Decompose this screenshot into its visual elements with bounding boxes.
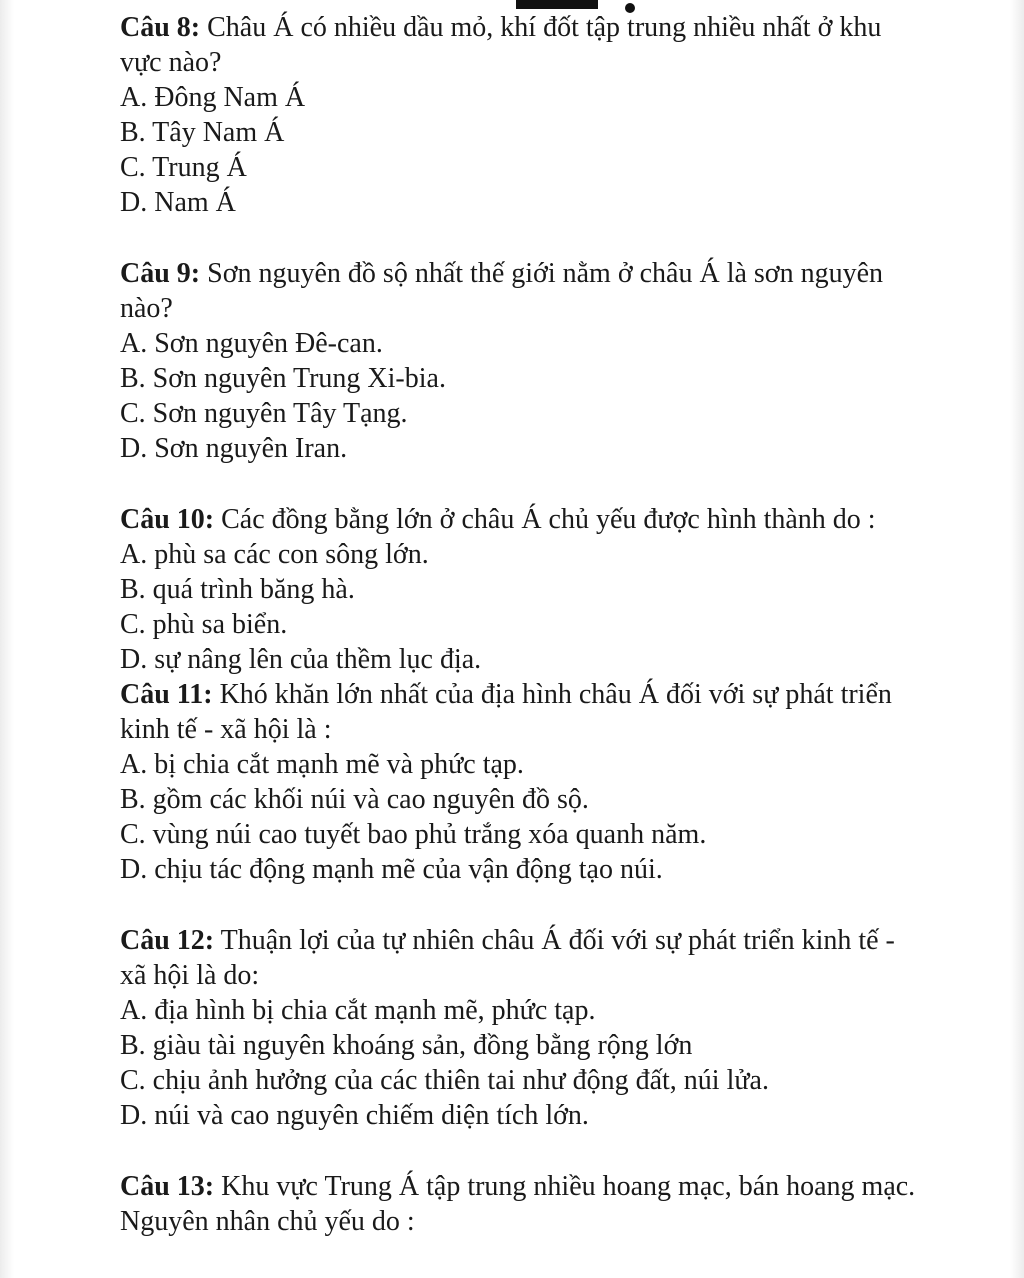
page-edge-right — [1010, 0, 1024, 1278]
question-11-text: Khó khăn lớn nhất của địa hình châu Á đối với sự phát triển kinh tế - xã hội là : — [120, 679, 892, 745]
question-12-options — [120, 993, 920, 1133]
spacer — [120, 887, 920, 923]
question-9 — [120, 256, 920, 466]
question-10-option-d: D. sự nâng lên của thềm lục địa. — [120, 644, 482, 675]
question-13-label: Câu 13: — [120, 1171, 215, 1202]
question-13-prompt — [120, 1169, 920, 1239]
question-8-label: Câu 8: — [120, 12, 201, 43]
question-10 — [120, 502, 920, 677]
question-8-option-d: D. Nam Á — [120, 187, 236, 218]
question-12-option-c: C. chịu ảnh hưởng của các thiên tai như động đất, núi lửa. — [120, 1065, 769, 1096]
question-10-option-a: A. phù sa các con sông lớn. — [120, 539, 429, 570]
question-10-options — [120, 537, 920, 677]
question-12 — [120, 923, 920, 1133]
question-9-prompt — [120, 256, 920, 326]
question-8-option-c: C. Trung Á — [120, 152, 247, 183]
question-9-option-b: B. Sơn nguyên Trung Xi-bia. — [120, 363, 446, 394]
question-9-text: Sơn nguyên đồ sộ nhất thế giới nằm ở châu Á là sơn nguyên nào? — [120, 258, 884, 324]
question-8 — [120, 10, 920, 220]
question-10-prompt — [120, 502, 920, 537]
question-10-option-c: C. phù sa biển. — [120, 609, 288, 640]
question-11-option-c: C. vùng núi cao tuyết bao phủ trắng xóa quanh năm. — [120, 819, 707, 850]
question-11 — [120, 677, 920, 887]
question-9-option-a: A. Sơn nguyên Đê-can. — [120, 328, 383, 359]
question-12-option-a: A. địa hình bị chia cắt mạnh mẽ, phức tạp. — [120, 995, 596, 1026]
question-9-options — [120, 326, 920, 466]
spacer — [120, 1133, 920, 1169]
spacer — [120, 220, 920, 256]
question-12-prompt — [120, 923, 920, 993]
question-11-option-a: A. bị chia cắt mạnh mẽ và phức tạp. — [120, 749, 524, 780]
question-11-option-b: B. gồm các khối núi và cao nguyên đồ sộ. — [120, 784, 589, 815]
question-11-option-d: D. chịu tác động mạnh mẽ của vận động tạo núi. — [120, 854, 663, 885]
question-12-option-b: B. giàu tài nguyên khoáng sản, đồng bằng rộng lớn — [120, 1030, 693, 1061]
question-11-label: Câu 11: — [120, 679, 213, 710]
question-12-label: Câu 12: — [120, 925, 215, 956]
question-9-option-d: D. Sơn nguyên Iran. — [120, 433, 348, 464]
question-9-label: Câu 9: — [120, 258, 201, 289]
question-10-text: Các đồng bằng lớn ở châu Á chủ yếu được hình thành do : — [214, 504, 876, 535]
question-8-prompt — [120, 10, 920, 80]
question-11-options — [120, 747, 920, 887]
question-12-text: Thuận lợi của tự nhiên châu Á đối với sự phát triển kinh tế - xã hội là do: — [120, 925, 895, 991]
question-13-text: Khu vực Trung Á tập trung nhiều hoang mạc, bán hoang mạc. Nguyên nhân chủ yếu do : — [120, 1171, 916, 1237]
question-11-prompt — [120, 677, 920, 747]
top-redaction-bar — [516, 0, 598, 9]
question-8-option-b: B. Tây Nam Á — [120, 117, 285, 148]
question-10-option-b: B. quá trình băng hà. — [120, 574, 355, 605]
question-12-option-d: D. núi và cao nguyên chiếm diện tích lớn. — [120, 1100, 589, 1131]
spacer — [120, 466, 920, 502]
question-9-option-c: C. Sơn nguyên Tây Tạng. — [120, 398, 408, 429]
question-8-options — [120, 80, 920, 220]
question-8-text: Châu Á có nhiều dầu mỏ, khí đốt tập trung nhiều nhất ở khu vực nào? — [120, 12, 882, 78]
page-edge-left — [0, 0, 14, 1278]
question-13 — [120, 1169, 920, 1239]
question-8-option-a: A. Đông Nam Á — [120, 82, 306, 113]
question-10-label: Câu 10: — [120, 504, 215, 535]
quiz-document — [120, 10, 920, 1239]
